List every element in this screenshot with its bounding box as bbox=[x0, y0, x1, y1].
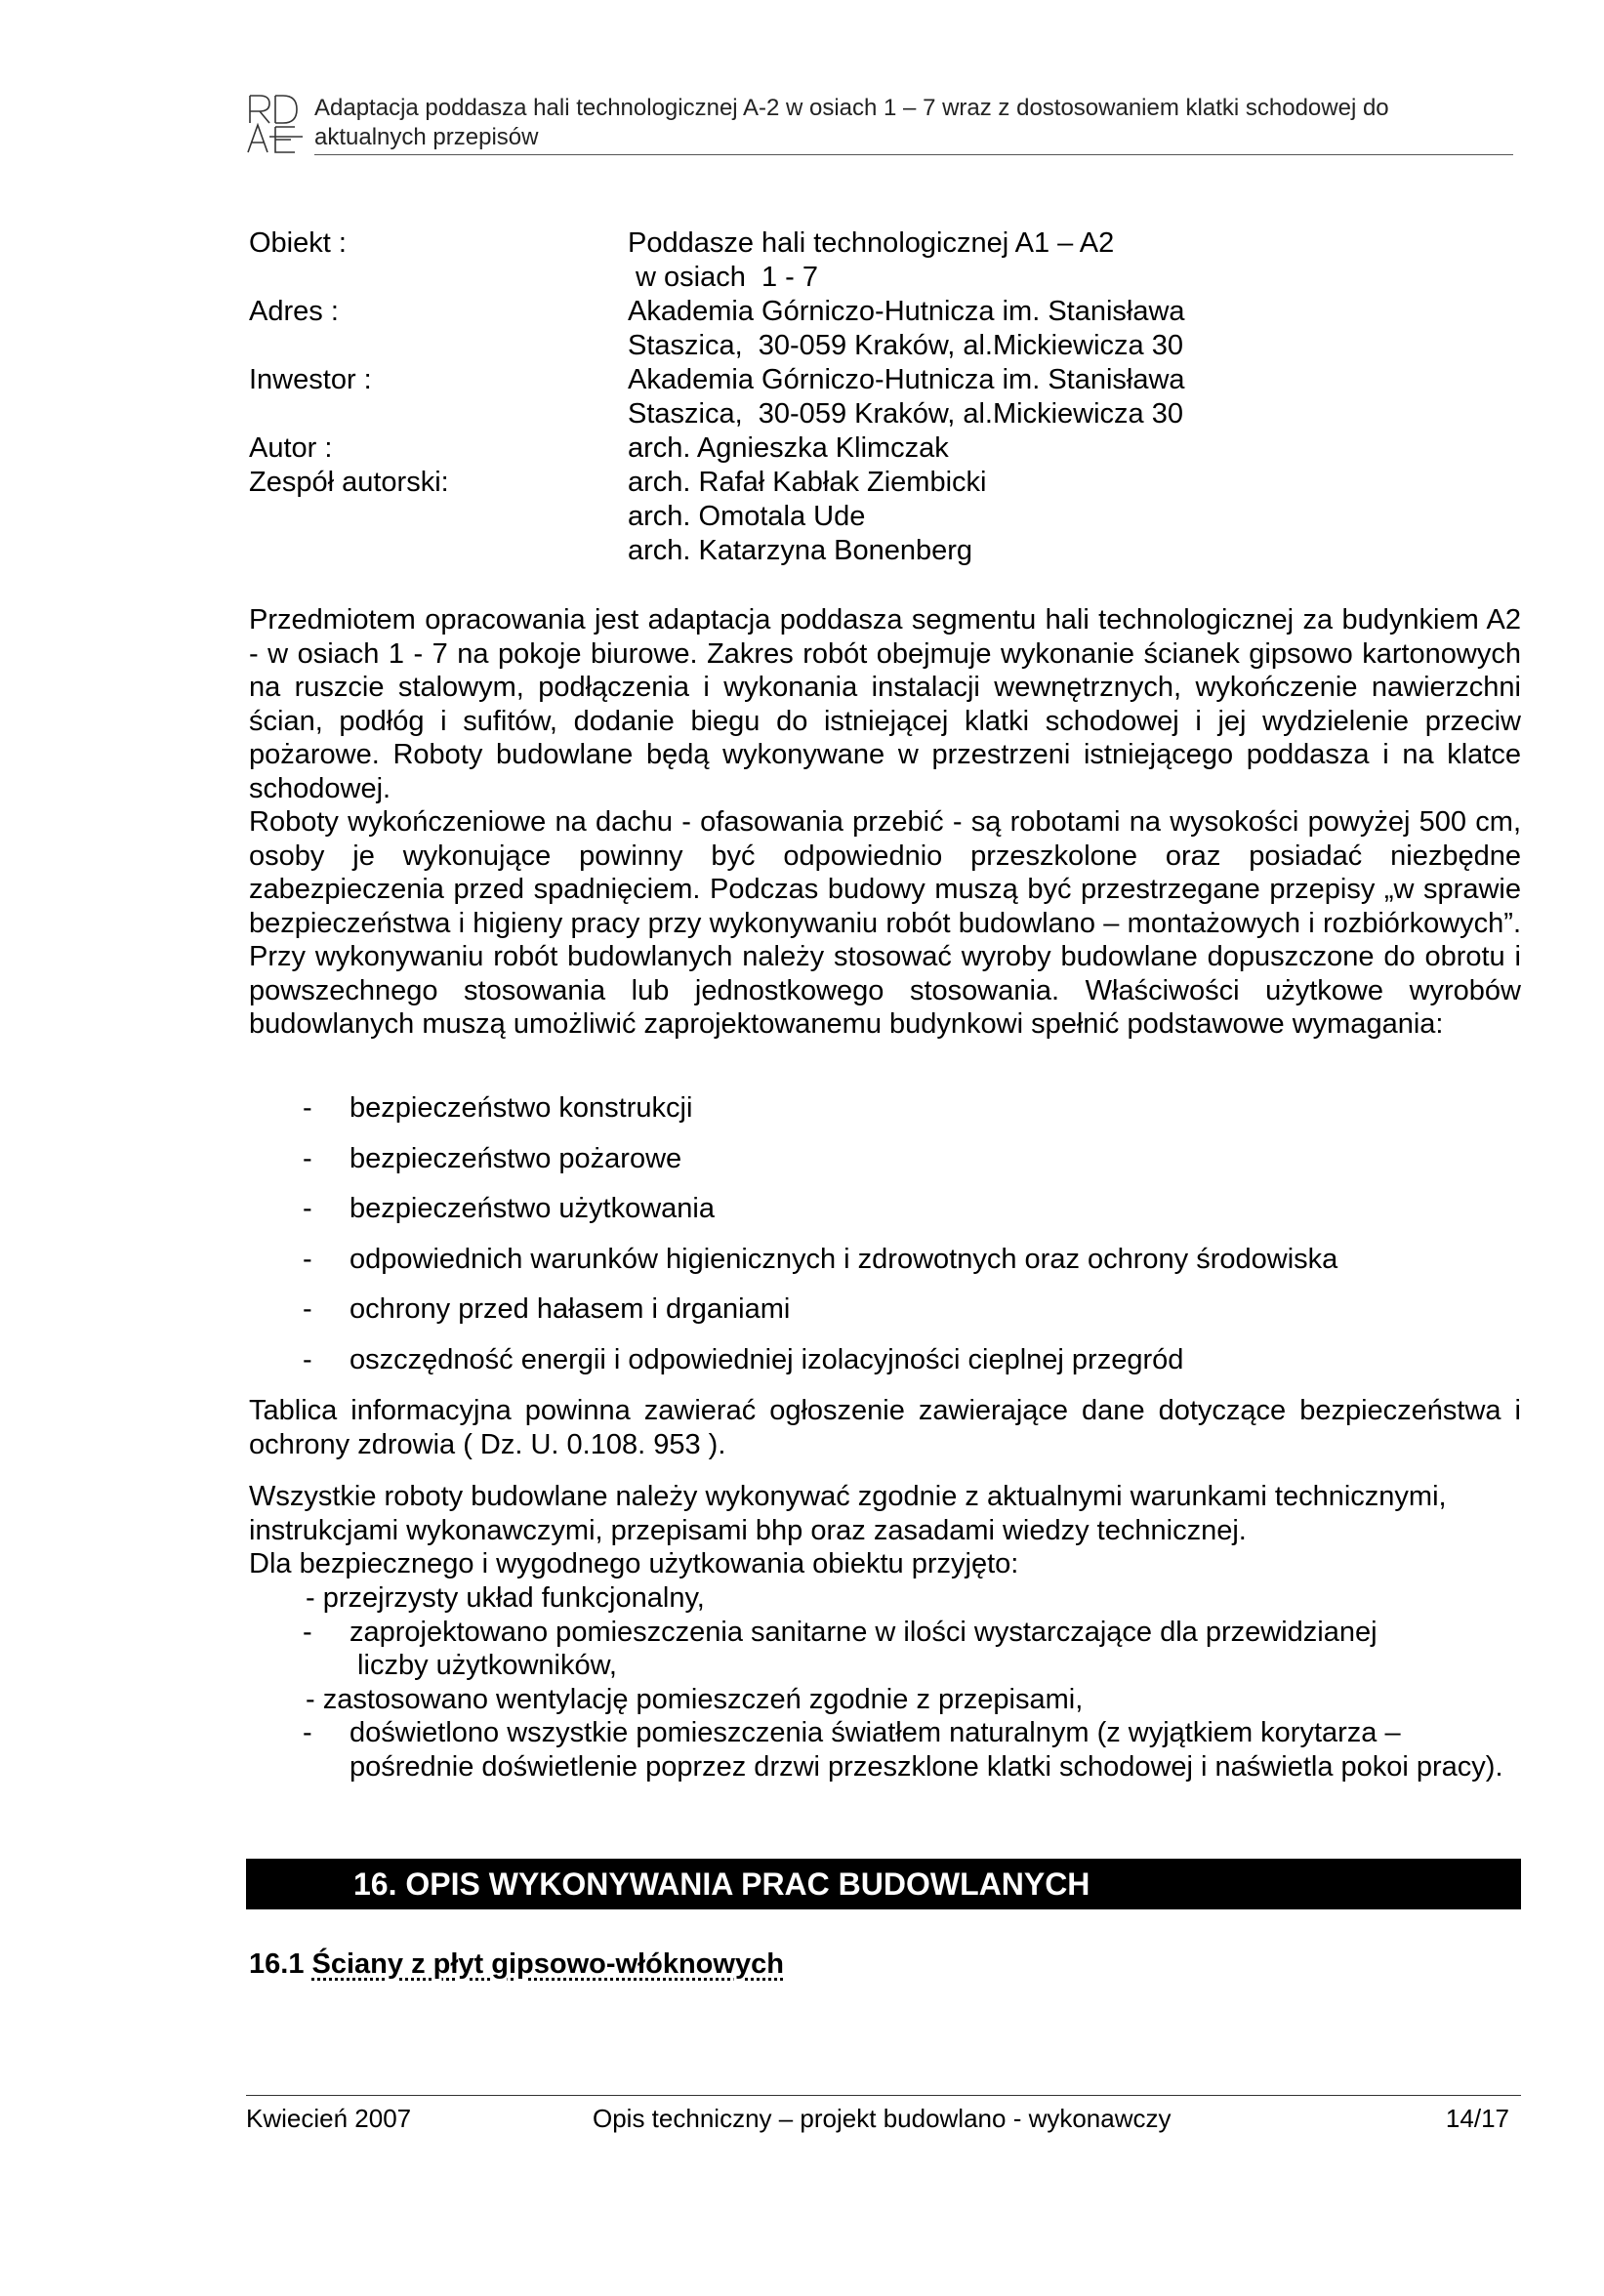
list-item: - odpowiednich warunków higienicznych i zdrowotnych oraz ochrony środowiska bbox=[303, 1243, 1338, 1275]
info-value bbox=[628, 466, 1518, 568]
info-label: Obiekt : bbox=[249, 227, 347, 259]
info-value bbox=[628, 226, 1518, 295]
list-item: - oszczędność energii i odpowiedniej izolacyjności cieplnej przegród bbox=[303, 1343, 1184, 1375]
adopted-solutions-list bbox=[249, 1581, 1518, 1784]
info-row-address bbox=[249, 295, 1518, 363]
list-item: - ochrony przed hałasem i drganiami bbox=[303, 1293, 791, 1325]
info-line: Akademia Górniczo-Hutnicza im. Stanisława bbox=[628, 296, 1185, 327]
header-title: Adaptacja poddasza hali technologicznej A-2 w osiach 1 – 7 wraz z dostosowaniem klatki schodowej do aktualnych przepisów bbox=[314, 95, 1389, 150]
footer-rule bbox=[246, 2095, 1521, 2096]
list-item: - przejrzysty układ funkcjonalny, bbox=[306, 1582, 705, 1614]
list-item: - doświetlono wszystkie pomieszczenia światłem naturalnym (z wyjątkiem korytarza – pośrednie doświetlenie poprzez drzwi przeszklone klatki schodowej i naświetla pokoi pracy). bbox=[303, 1717, 1503, 1783]
paragraph-regulations-text: Wszystkie roboty budowlane należy wykonywać zgodnie z aktualnymi warunkami technicznymi, instrukcjami wykonawczymi, przepisami bhp oraz zasadami wiedzy technicznej. bbox=[249, 1481, 1447, 1546]
footer-date: Kwiecień 2007 bbox=[246, 2104, 412, 2133]
requirements-list bbox=[249, 1091, 1518, 1393]
paragraph-regulations bbox=[249, 1480, 1521, 1581]
section-heading-bar bbox=[246, 1859, 1521, 1909]
section-title: 16. OPIS WYKONYWANIA PRAC BUDOWLANYCH bbox=[353, 1866, 1090, 1902]
company-logo bbox=[246, 94, 307, 154]
info-line: Poddasze hali technologicznej A1 – A2 bbox=[628, 227, 1115, 259]
footer-page-number: 14/17 bbox=[1445, 2104, 1509, 2133]
list-item: - zastosowano wentylację pomieszczeń zgodnie z przepisami, bbox=[306, 1683, 1084, 1715]
info-value bbox=[628, 295, 1518, 363]
list-item: - bezpieczeństwo konstrukcji bbox=[303, 1092, 693, 1124]
info-value bbox=[628, 363, 1518, 431]
info-line: Staszica, 30-059 Kraków, al.Mickiewicza 30 bbox=[628, 330, 1183, 361]
info-row-object bbox=[249, 226, 1518, 295]
info-line: Staszica, 30-059 Kraków, al.Mickiewicza 30 bbox=[628, 398, 1183, 430]
info-row-author bbox=[249, 431, 1518, 466]
paragraph-adopted-intro: Dla bezpiecznego i wygodnego użytkowania obiektu przyjęto: bbox=[249, 1548, 1019, 1579]
info-row-team bbox=[249, 466, 1518, 568]
footer-document-title: Opis techniczny – projekt budowlano - wykonawczy bbox=[593, 2104, 1172, 2133]
body-paragraph-scope bbox=[249, 603, 1521, 1042]
info-label: Inwestor : bbox=[249, 364, 372, 395]
subsection-heading bbox=[249, 1947, 784, 1982]
info-line: arch. Katarzyna Bonenberg bbox=[628, 535, 973, 566]
paragraph-info-board: Tablica informacyjna powinna zawierać ogłoszenie zawierające dane dotyczące bezpieczeństwa i ochrony zdrowia ( Dz. U. 0.108. 953 ). bbox=[249, 1395, 1521, 1460]
info-row-investor bbox=[249, 363, 1518, 431]
header-rule bbox=[314, 154, 1513, 155]
subsection-number: 16.1 bbox=[249, 1948, 305, 1980]
info-line: arch. Agnieszka Klimczak bbox=[628, 432, 949, 464]
info-value bbox=[628, 431, 1518, 466]
project-info bbox=[249, 226, 1518, 568]
info-line: w osiach 1 - 7 bbox=[628, 262, 819, 293]
subsection-title: Ściany z płyt gipsowo-włóknowych bbox=[311, 1948, 784, 1980]
info-label: Autor : bbox=[249, 432, 333, 464]
list-item: - bezpieczeństwo użytkowania bbox=[303, 1193, 715, 1224]
list-item: - zaprojektowano pomieszczenia sanitarne w ilości wystarczające dla przewidzianej liczby użytkowników, bbox=[303, 1616, 1378, 1681]
info-line: arch. Omotala Ude bbox=[628, 501, 866, 532]
list-item: - bezpieczeństwo pożarowe bbox=[303, 1142, 682, 1174]
paragraph-scope: Przedmiotem opracowania jest adaptacja poddasza segmentu hali technologicznej za budynkiem A2 - w osiach 1 - 7 na pokoje biurowe. Zakres robót obejmuje wykonanie ścianek gipsowo kartonowych na ruszcie stalowym, podłączenia i wykonania instalacji wewnętrznych, wykończenie nawierzchni ścian, podłóg i sufitów, dodanie biegu do istniejącej klatki schodowej i jej wydzielenie przeciw pożarowe. Roboty budowlane będą wykonywane w przestrzeni istniejącego poddasza i na klatce schodowej. bbox=[249, 604, 1521, 804]
info-label: Zespół autorski: bbox=[249, 467, 449, 498]
info-label: Adres : bbox=[249, 296, 339, 327]
paragraph-safety: Roboty wykończeniowe na dachu - ofasowania przebić - są robotami na wysokości powyżej 500 cm, osoby je wykonujące powinny być odpowiednio przeszkolone oraz posiadać niezbędne zabezpieczenia przed spadnięciem. Podczas budowy muszą być przestrzegane przepisy „w sprawie bezpieczeństwa i higieny pracy przy wykonywaniu robót budowlano – montażowych i rozbiórkowych”. Przy wykonywaniu robót budowlanych należy stosować wyroby budowlane dopuszczone do obrotu i powszechnego stosowania lub jednostkowego stosowania. Właściwości użytkowe wyrobów budowlanych muszą umożliwić zaprojektowanemu budynkowi spełnić podstawowe wymagania: bbox=[249, 806, 1521, 1040]
info-line: Akademia Górniczo-Hutnicza im. Stanisława bbox=[628, 364, 1185, 395]
page-header bbox=[246, 94, 1515, 154]
info-line: arch. Rafał Kabłak Ziembicki bbox=[628, 467, 987, 498]
